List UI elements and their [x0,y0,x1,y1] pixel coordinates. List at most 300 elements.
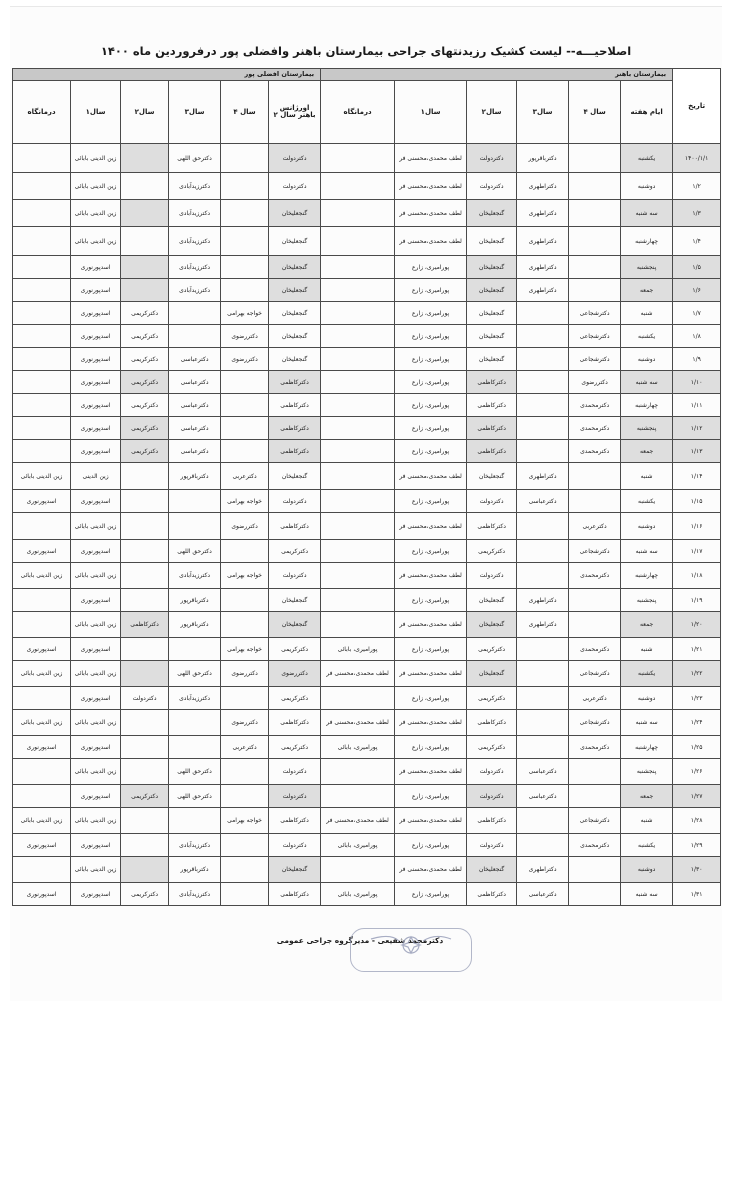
bahonar-y3-cell [517,394,569,417]
afzali-y1-cell: اسدپورنوری [71,348,121,371]
bahonar-y2-cell: دکتردولت [467,834,517,857]
bahonar-er-cell: دکتردولت [269,144,321,173]
afzali-y4-cell: دکتررضوی [221,513,269,540]
bahonar-y1-cell: پورامیری، زارع [395,279,467,302]
date-cell: ۱/۲۹ [673,834,721,857]
date-cell: ۱/۲۲ [673,661,721,687]
bahonar-y1-cell: لطف محمدی،محسنی فر [395,227,467,256]
afzali-y3-cell: دکترعباسی [169,417,221,440]
bahonar-y1-cell: پورامیری، زارع [395,394,467,417]
afzali-y3-cell: دکترزیدآبادی [169,173,221,200]
bahonar-er-cell: دکترکاظمی [269,440,321,463]
bahonar-clinic-cell: لطف محمدی،محسنی فر [321,661,395,687]
bahonar-y2-cell: گنجعلیخان [467,463,517,490]
bahonar-er-cell: گنجعلیخان [269,463,321,490]
afzali-y1-cell: زین الدینی بابائی [71,200,121,227]
bahonar-y2-cell: گنجعلیخان [467,661,517,687]
bahonar-y3-cell [517,638,569,661]
afzali-y4-cell: دکتررضوی [221,325,269,348]
day-cell: سه شنبه [621,883,673,906]
date-cell: ۱/۳ [673,200,721,227]
bahonar-y3-cell [517,513,569,540]
bahonar-clinic-cell [321,417,395,440]
table-row [13,540,721,563]
bahonar-y1-cell: لطف محمدی،محسنی فر [395,563,467,589]
signature-line: دکترمحمد شفیعی - مدیرگروه جراحی عمومی [276,936,444,945]
bahonar-y3-cell: دکتراطهری [517,200,569,227]
afzali-y4-cell: خواجه بهرامی [221,808,269,834]
date-cell: ۱/۲۶ [673,759,721,785]
col-afzali-clinic-header: درمانگاه [13,81,71,144]
day-cell: یکشنبه [621,144,673,173]
bahonar-er-cell: دکتردولت [269,563,321,589]
table-row [13,490,721,513]
afzali-y4-cell [221,540,269,563]
bahonar-y1-cell: لطف محمدی،محسنی فر [395,513,467,540]
bahonar-y3-cell: دکترعباسی [517,883,569,906]
afzali-y2-cell [121,736,169,759]
bahonar-clinic-cell [321,371,395,394]
afzali-y3-cell [169,490,221,513]
afzali-y4-cell [221,144,269,173]
afzali-clinic-cell: اسدپورنوری [13,834,71,857]
afzali-clinic-cell: زین الدینی بابائی [13,563,71,589]
afzali-y4-cell: دکترعربی [221,736,269,759]
bahonar-y3-cell: دکتراطهری [517,612,569,638]
bahonar-y3-cell [517,736,569,759]
afzali-y4-cell: خواجه بهرامی [221,302,269,325]
table-row [13,325,721,348]
day-cell: یکشنبه [621,325,673,348]
afzali-y2-cell [121,563,169,589]
bahonar-y4-cell: دکترشجاعی [569,540,621,563]
afzali-y2-cell: دکترکریمی [121,417,169,440]
bahonar-er-cell: دکترکاظمی [269,417,321,440]
bahonar-clinic-cell [321,173,395,200]
afzali-y1-cell: اسدپورنوری [71,325,121,348]
afzali-y2-cell [121,200,169,227]
afzali-clinic-cell [13,394,71,417]
afzali-y1-cell: اسدپورنوری [71,417,121,440]
bahonar-y2-cell: دکترکاظمی [467,371,517,394]
bahonar-y2-cell: دکترکاظمی [467,808,517,834]
bahonar-y2-cell: گنجعلیخان [467,589,517,612]
afzali-clinic-cell: زین الدینی بابائی [13,710,71,736]
date-cell: ۱/۱۸ [673,563,721,589]
bahonar-clinic-cell: پورامیری، بابائی [321,883,395,906]
afzali-y3-cell [169,513,221,540]
day-cell: شنبه [621,638,673,661]
bahonar-y1-cell: پورامیری، زارع [395,440,467,463]
afzali-y4-cell: دکترعربی [221,463,269,490]
bahonar-y4-cell: دکترمحمدی [569,394,621,417]
bahonar-er-cell: گنجعلیخان [269,348,321,371]
date-cell: ۱/۹ [673,348,721,371]
bahonar-y3-cell [517,417,569,440]
bahonar-y3-cell: دکتراطهری [517,227,569,256]
date-cell: ۱/۱۵ [673,490,721,513]
bahonar-y1-cell: لطف محمدی،محسنی فر [395,808,467,834]
date-cell: ۱/۱۹ [673,589,721,612]
col-afzali-y4-header: سال ۴ [221,81,269,144]
afzali-y1-cell: زین الدینی بابائی [71,808,121,834]
bahonar-clinic-cell: لطف محمدی،محسنی فر [321,808,395,834]
bahonar-clinic-cell [321,463,395,490]
afzali-y4-cell [221,417,269,440]
table-row [13,785,721,808]
official-stamp [350,928,472,972]
day-cell: سه شنبه [621,371,673,394]
afzali-y2-cell [121,173,169,200]
afzali-y3-cell: دکترزیدآبادی [169,256,221,279]
bahonar-clinic-cell [321,200,395,227]
afzali-y1-cell: اسدپورنوری [71,834,121,857]
bahonar-y3-cell: دکترعباسی [517,759,569,785]
bahonar-y1-cell: پورامیری، زارع [395,638,467,661]
afzali-y3-cell: دکترزیدآبادی [169,834,221,857]
bahonar-clinic-cell [321,144,395,173]
date-cell: ۱/۷ [673,302,721,325]
afzali-y2-cell: دکترکریمی [121,348,169,371]
bahonar-y4-cell [569,279,621,302]
date-cell: ۱/۲ [673,173,721,200]
bahonar-clinic-cell [321,256,395,279]
bahonar-clinic-cell: پورامیری، بابائی [321,638,395,661]
bahonar-y4-cell [569,227,621,256]
afzali-y1-cell: زین الدینی بابائی [71,612,121,638]
afzali-y2-cell [121,589,169,612]
bahonar-er-cell: دکترکاظمی [269,513,321,540]
date-cell: ۱/۲۳ [673,687,721,710]
date-cell: ۱/۲۵ [673,736,721,759]
bahonar-clinic-cell: پورامیری، بابائی [321,736,395,759]
afzali-y3-cell: دکترحق اللهی [169,759,221,785]
bahonar-clinic-cell [321,490,395,513]
day-cell: چهارشنبه [621,563,673,589]
date-cell: ۱/۴ [673,227,721,256]
afzali-clinic-cell [13,279,71,302]
bahonar-y2-cell: دکترکریمی [467,540,517,563]
afzali-y1-cell: زین الدینی بابائی [71,563,121,589]
afzali-y4-cell: خواجه بهرامی [221,490,269,513]
afzali-y1-cell: اسدپورنوری [71,256,121,279]
bahonar-y1-cell: لطف محمدی،محسنی فر [395,200,467,227]
afzali-y3-cell [169,302,221,325]
table-row [13,279,721,302]
afzali-y1-cell: زین الدینی بابائی [71,227,121,256]
bahonar-y4-cell: دکترشجاعی [569,302,621,325]
afzali-clinic-cell: اسدپورنوری [13,883,71,906]
afzali-clinic-cell [13,173,71,200]
bahonar-clinic-cell [321,513,395,540]
afzali-y3-cell [169,710,221,736]
afzali-y2-cell [121,661,169,687]
group-afzali: بیمارستان افضلی پور [13,69,321,81]
bahonar-y4-cell: دکترمحمدی [569,417,621,440]
afzali-y2-cell [121,759,169,785]
bahonar-y1-cell: پورامیری، زارع [395,589,467,612]
bahonar-y2-cell: دکترکریمی [467,687,517,710]
afzali-clinic-cell [13,144,71,173]
afzali-y1-cell: زین الدینی بابائی [71,857,121,883]
bahonar-y1-cell: لطف محمدی،محسنی فر [395,661,467,687]
bahonar-y2-cell: دکتردولت [467,563,517,589]
col-bahonar-y4-header: سال ۴ [569,81,621,144]
bahonar-y3-cell [517,687,569,710]
afzali-y3-cell [169,736,221,759]
bahonar-y3-cell: دکترعباسی [517,490,569,513]
bahonar-er-cell: دکترکاظمی [269,371,321,394]
bahonar-y2-cell: دکترکاظمی [467,440,517,463]
bahonar-y2-cell: دکتردولت [467,490,517,513]
bahonar-y2-cell: گنجعلیخان [467,302,517,325]
table-row [13,227,721,256]
afzali-y3-cell: دکترزیدآبادی [169,687,221,710]
bahonar-y1-cell: لطف محمدی،محسنی فر [395,463,467,490]
afzali-y3-cell: دکترعباسی [169,348,221,371]
afzali-y4-cell [221,227,269,256]
bahonar-y4-cell [569,144,621,173]
bahonar-er-cell: گنجعلیخان [269,200,321,227]
table-row [13,612,721,638]
afzali-y2-cell [121,808,169,834]
col-date-header: تاریخ [673,69,721,144]
afzali-y2-cell [121,710,169,736]
bahonar-er-cell: گنجعلیخان [269,612,321,638]
bahonar-y2-cell: گنجعلیخان [467,256,517,279]
bahonar-y2-cell: گنجعلیخان [467,227,517,256]
afzali-y1-cell: اسدپورنوری [71,638,121,661]
table-row [13,513,721,540]
afzali-y1-cell: زین الدینی بابائی [71,661,121,687]
bahonar-er-cell: دکتردولت [269,173,321,200]
afzali-y3-cell: دکترزیدآبادی [169,563,221,589]
table-row [13,589,721,612]
date-cell: ۱/۱۱ [673,394,721,417]
afzali-y1-cell: اسدپورنوری [71,687,121,710]
bahonar-clinic-cell [321,227,395,256]
date-cell: ۱/۲۸ [673,808,721,834]
afzali-y4-cell [221,200,269,227]
bahonar-y3-cell: دکترباقرپور [517,144,569,173]
bahonar-clinic-cell [321,540,395,563]
bahonar-y1-cell: پورامیری، زارع [395,302,467,325]
bahonar-er-cell: دکترکاظمی [269,808,321,834]
bahonar-y4-cell [569,857,621,883]
day-cell: چهارشنبه [621,394,673,417]
bahonar-er-cell: دکترکریمی [269,687,321,710]
afzali-y3-cell: دکترباقرپور [169,463,221,490]
afzali-y2-cell: دکترکریمی [121,440,169,463]
bahonar-y2-cell: دکتردولت [467,785,517,808]
afzali-clinic-cell: زین الدینی بابائی [13,808,71,834]
table-row [13,394,721,417]
afzali-y3-cell: دکترحق اللهی [169,540,221,563]
bahonar-y3-cell [517,440,569,463]
afzali-y1-cell: اسدپورنوری [71,302,121,325]
date-cell: ۱/۱۷ [673,540,721,563]
bahonar-y4-cell [569,883,621,906]
afzali-y2-cell: دکترکریمی [121,883,169,906]
bahonar-er-cell: دکترکاظمی [269,710,321,736]
bahonar-y2-cell: گنجعلیخان [467,279,517,302]
afzali-y2-cell [121,834,169,857]
afzali-y3-cell: دکترعباسی [169,371,221,394]
afzali-y1-cell: زین الدینی بابائی [71,513,121,540]
afzali-y2-cell [121,638,169,661]
afzali-y4-cell [221,440,269,463]
afzali-clinic-cell [13,348,71,371]
bahonar-y4-cell: دکترعربی [569,513,621,540]
bahonar-y4-cell [569,612,621,638]
table-row [13,808,721,834]
afzali-y3-cell: دکترحق اللهی [169,661,221,687]
date-cell: ۱/۶ [673,279,721,302]
col-afzali-y3-header: سال۳ [169,81,221,144]
afzali-y1-cell: اسدپورنوری [71,736,121,759]
date-cell: ۱/۲۷ [673,785,721,808]
bahonar-y1-cell: لطف محمدی،محسنی فر [395,759,467,785]
bahonar-er-cell: گنجعلیخان [269,279,321,302]
afzali-y1-cell: اسدپورنوری [71,540,121,563]
bahonar-y4-cell: دکترشجاعی [569,710,621,736]
col-afzali-y1-header: سال۱ [71,81,121,144]
afzali-y4-cell [221,279,269,302]
bahonar-y4-cell [569,463,621,490]
bahonar-y2-cell: دکتردولت [467,144,517,173]
day-cell: سه شنبه [621,540,673,563]
afzali-y3-cell: دکترحق اللهی [169,785,221,808]
table-row [13,348,721,371]
bahonar-er-cell: دکترکریمی [269,638,321,661]
day-cell: جمعه [621,785,673,808]
bahonar-er-cell: گنجعلیخان [269,302,321,325]
afzali-y4-cell [221,883,269,906]
bahonar-er-cell: گنجعلیخان [269,857,321,883]
bahonar-clinic-cell [321,759,395,785]
afzali-y4-cell [221,759,269,785]
afzali-y3-cell: دکترعباسی [169,394,221,417]
afzali-clinic-cell: زین الدینی بابائی [13,661,71,687]
afzali-y2-cell [121,227,169,256]
bahonar-er-cell: دکتررضوی [269,661,321,687]
bahonar-y4-cell: دکترمحمدی [569,563,621,589]
bahonar-er-cell: دکترکاظمی [269,394,321,417]
afzali-y2-cell [121,513,169,540]
afzali-clinic-cell: اسدپورنوری [13,490,71,513]
bahonar-y2-cell: دکترکاظمی [467,710,517,736]
bahonar-clinic-cell [321,785,395,808]
stamp-emblem-icon [351,929,471,971]
table-row [13,736,721,759]
roster-body [13,144,721,906]
bahonar-y4-cell: دکترشجاعی [569,348,621,371]
afzali-clinic-cell [13,325,71,348]
afzali-y4-cell: خواجه بهرامی [221,563,269,589]
bahonar-y4-cell [569,200,621,227]
bahonar-er-cell: دکتردولت [269,785,321,808]
bahonar-y4-cell: دکترمحمدی [569,440,621,463]
table-row [13,302,721,325]
table-row [13,144,721,173]
bahonar-y2-cell: گنجعلیخان [467,325,517,348]
table-row [13,857,721,883]
date-cell: ۱۴۰۰/۱/۱ [673,144,721,173]
afzali-y3-cell [169,638,221,661]
afzali-y2-cell [121,463,169,490]
afzali-y2-cell: دکترکاظمی [121,612,169,638]
bahonar-y3-cell [517,834,569,857]
afzali-y1-cell: اسدپورنوری [71,394,121,417]
afzali-y2-cell [121,857,169,883]
bahonar-y3-cell: دکتراطهری [517,857,569,883]
bahonar-y2-cell: دکترکریمی [467,736,517,759]
afzali-clinic-cell [13,371,71,394]
bahonar-y1-cell: پورامیری، زارع [395,540,467,563]
afzali-y4-cell: دکتررضوی [221,348,269,371]
bahonar-y1-cell: پورامیری، زارع [395,325,467,348]
bahonar-y4-cell [569,589,621,612]
afzali-y2-cell [121,256,169,279]
bahonar-y1-cell: پورامیری، زارع [395,785,467,808]
table-row [13,371,721,394]
bahonar-y1-cell: لطف محمدی،محسنی فر [395,710,467,736]
date-cell: ۱/۵ [673,256,721,279]
date-cell: ۱/۱۰ [673,371,721,394]
date-cell: ۱/۲۰ [673,612,721,638]
bahonar-clinic-cell [321,563,395,589]
date-cell: ۱/۲۴ [673,710,721,736]
bahonar-er-cell: دکتردولت [269,834,321,857]
table-row [13,417,721,440]
bahonar-er-cell: دکترکریمی [269,736,321,759]
bahonar-y4-cell: دکترمحمدی [569,736,621,759]
afzali-clinic-cell [13,785,71,808]
bahonar-y1-cell: پورامیری، زارع [395,736,467,759]
afzali-y1-cell: اسدپورنوری [71,279,121,302]
bahonar-er-cell: گنجعلیخان [269,589,321,612]
day-cell: دوشنبه [621,348,673,371]
bahonar-y1-cell: لطف محمدی،محسنی فر [395,144,467,173]
bahonar-clinic-cell [321,348,395,371]
afzali-clinic-cell [13,857,71,883]
bahonar-y1-cell: لطف محمدی،محسنی فر [395,173,467,200]
table-row [13,834,721,857]
bahonar-y3-cell [517,661,569,687]
bahonar-y3-cell: دکتراطهری [517,279,569,302]
afzali-y2-cell [121,279,169,302]
table-row [13,173,721,200]
afzali-y3-cell: دکترزیدآبادی [169,883,221,906]
bahonar-y4-cell: دکترشجاعی [569,661,621,687]
bahonar-y4-cell: دکتررضوی [569,371,621,394]
day-cell: پنجشنبه [621,256,673,279]
afzali-y3-cell: دکترباقرپور [169,589,221,612]
day-cell: جمعه [621,279,673,302]
day-cell: پنجشنبه [621,759,673,785]
afzali-y4-cell [221,173,269,200]
bahonar-y2-cell: دکترکریمی [467,638,517,661]
bahonar-y3-cell [517,710,569,736]
bahonar-er-cell: دکتردولت [269,490,321,513]
page-title: اصلاحیـــه-- لیست کشیک رزیدنتهای جراحی بیمارستان باهنر وافضلی پور درفروردین ماه ۱۴۰۰ [100,44,632,58]
bahonar-y4-cell: دکترمحمدی [569,834,621,857]
afzali-y2-cell: دکتردولت [121,687,169,710]
day-cell: دوشنبه [621,857,673,883]
afzali-y1-cell: اسدپورنوری [71,589,121,612]
table-row [13,687,721,710]
bahonar-y1-cell: لطف محمدی،محسنی فر [395,857,467,883]
